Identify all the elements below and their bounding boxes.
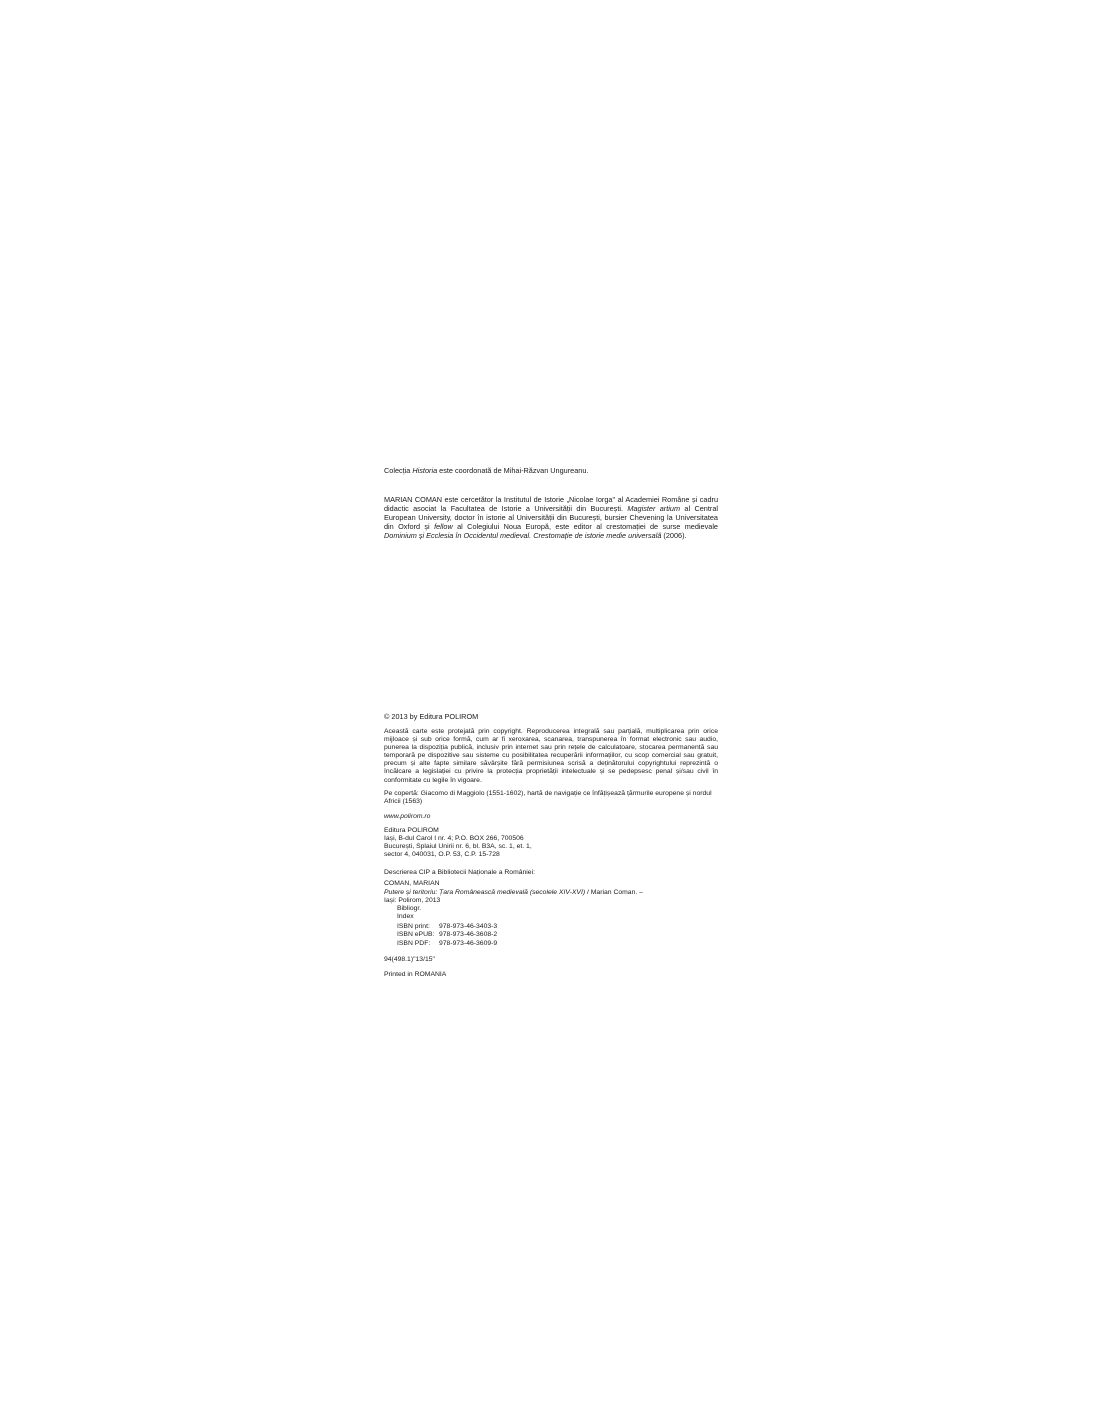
publisher-website: www.polirom.ro bbox=[384, 813, 431, 820]
cip-title: Putere și teritoriu: Țara Românească medievală (secolele XIV-XVI) bbox=[384, 889, 586, 896]
isbn-value: 978-973-46-3403-3 bbox=[439, 923, 498, 931]
isbn-value: 978-973-46-3608-2 bbox=[439, 931, 498, 939]
copyright-line: © 2013 by Editura POLIROM bbox=[384, 712, 479, 721]
author-bio-part2: al Central European University, doctor în istorie al Universității din București, bursier Chevening la Universitatea din Oxford și bbox=[384, 504, 718, 532]
cip-note: Bibliogr. bbox=[397, 905, 422, 913]
rights-notice: Această carte este protejată prin copyright. Reproducerea integrală sau parțială, multiplicarea prin orice mijloace și sub orice formă, cum ar fi xeroxarea, scanarea, transpunerea în format electronic sau audio, punerea la dispoziția publică, inclusiv prin internet sau prin rețele de calculatoare, stocarea permanentă sau temporară pe dispozitive sau sisteme cu posibilitatea recuperării informațiilor, cu scop comercial sau gratuit, precum și alte fapte similare săvârșite fără permisiunea scrisă a deținătorului copyrightului reprezintă o încălcare a legislației cu privire la protecția proprietății intelectuale și se pedepsesc penal și/sau civil în conformitate cu legile în vigoare. bbox=[384, 728, 718, 784]
cip-imprint: Iași: Polirom, 2013 bbox=[384, 897, 441, 905]
cip-heading: Descrierea CIP a Bibliotecii Naționale a României: bbox=[384, 869, 535, 876]
cip-author: COMAN, MARIAN bbox=[384, 880, 440, 887]
isbn-list bbox=[384, 923, 718, 947]
cip-note: Index bbox=[397, 913, 414, 921]
author-bio-degree: Magister artium bbox=[627, 504, 681, 514]
series-name: Historia bbox=[412, 466, 438, 475]
author-bio-book-title: Dominium și Ecclesia în Occidentul medieval. Crestomație de istorie medie universală bbox=[384, 531, 662, 541]
isbn-row bbox=[397, 923, 718, 931]
copyright-page bbox=[384, 0, 718, 1422]
cip-record bbox=[384, 889, 718, 948]
address-bucuresti-2: sector 4, 040031, O.P. 53, C.P. 15-728 bbox=[384, 851, 500, 859]
series-note-suffix: este coordonată de Mihai-Răzvan Ungureanu. bbox=[437, 466, 589, 475]
author-bio-part1: MARIAN COMAN este cercetător la Institutul de Istorie „Nicolae Iorga" al Academiei Române și cadru didactic asociat la Facultatea de Istorie a Universității din București. bbox=[384, 495, 718, 514]
series-note bbox=[384, 466, 718, 475]
publisher-name: Editura POLIROM bbox=[384, 827, 439, 834]
address-iasi: Iași, B-dul Carol I nr. 4; P.O. BOX 266, 700506 bbox=[384, 835, 524, 843]
isbn-label: ISBN ePUB: bbox=[397, 931, 435, 939]
publisher-address bbox=[384, 827, 718, 859]
isbn-row bbox=[397, 940, 718, 948]
author-bio-part4: (2006). bbox=[661, 531, 687, 541]
isbn-label: ISBN print: bbox=[397, 923, 430, 931]
udc-classification: 94(498.1)"13/15" bbox=[384, 956, 435, 963]
address-bucuresti: București, Splaiul Unirii nr. 6, bl. B3A, sc. 1, et. 1, bbox=[384, 843, 532, 851]
isbn-label: ISBN PDF: bbox=[397, 939, 431, 947]
cover-note: Pe copertă: Giacomo di Maggiolo (1551-1602), hartă de navigație ce înfățișează țărmurile europene și nordul Africii (1563) bbox=[384, 790, 712, 806]
isbn-value: 978-973-46-3609-9 bbox=[439, 939, 498, 947]
series-note-prefix: Colecția bbox=[384, 466, 413, 475]
author-bio-part3: al Colegiului Noua Europă, este editor al crestomației de surse medievale bbox=[452, 522, 718, 532]
printed-in: Printed in ROMANIA bbox=[384, 971, 447, 978]
cip-responsibility: / Marian Coman. – bbox=[585, 889, 643, 896]
isbn-row bbox=[397, 931, 718, 939]
author-bio-fellow: fellow bbox=[434, 522, 453, 532]
author-bio bbox=[384, 495, 718, 540]
